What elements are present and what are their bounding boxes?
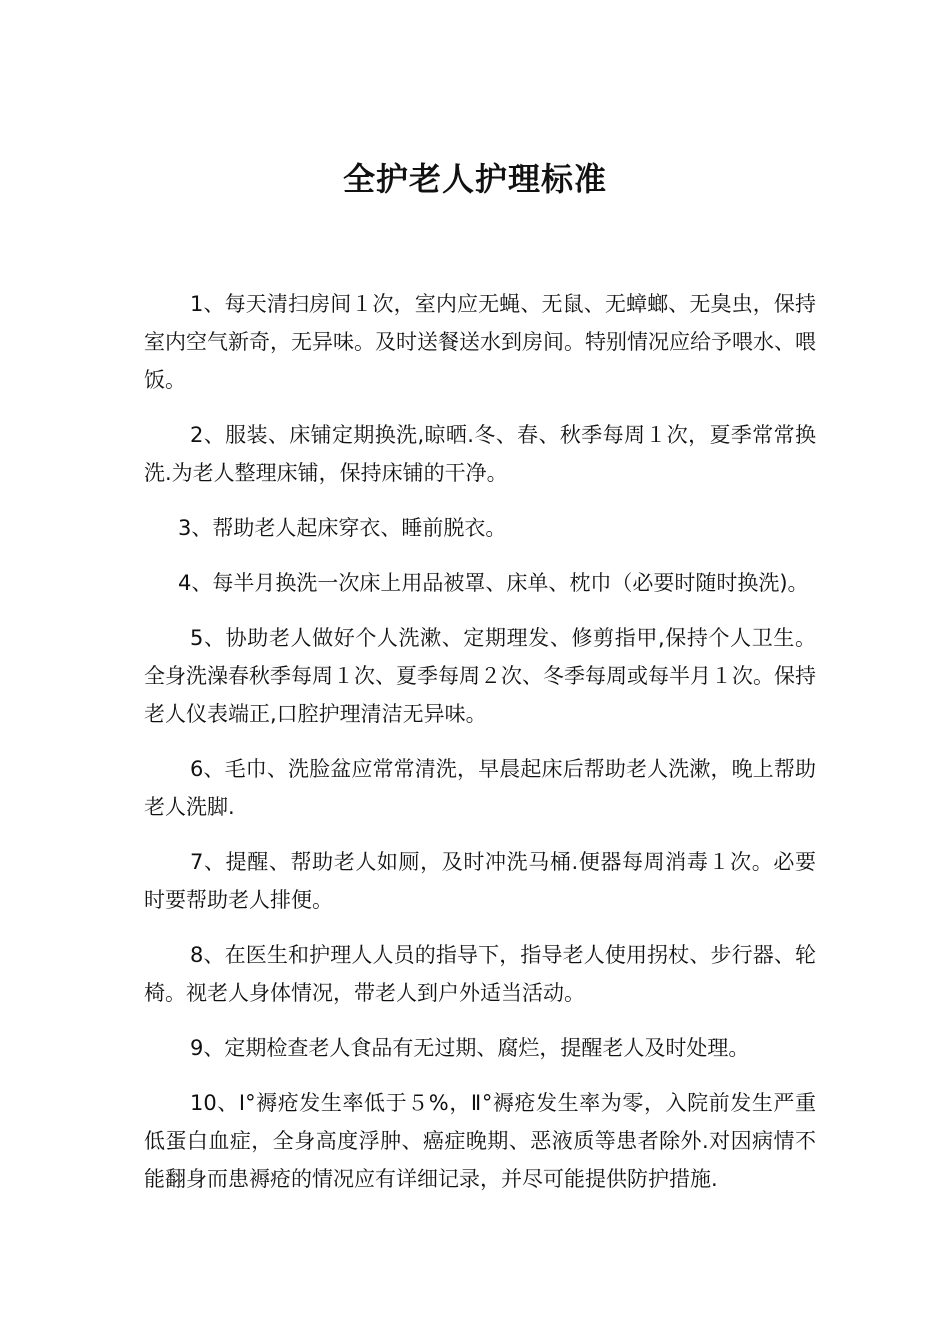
document-title: 全护老人护理标准 (342, 160, 607, 198)
paragraph-5: 5、协助老人做好个人洗漱、定期理发、修剪指甲,保持个人卫生。全身洗澡春秋季每周１次、夏季每周２次、冬季每周或每半月１次。保持老人仪表端正,口腔护理清洁无异味。 (144, 626, 816, 726)
paragraph-2: 2、服装、床铺定期换洗,晾晒.冬、春、秋季每周１次，夏季常常换洗.为老人整理床铺，保持床铺的干净。 (144, 423, 816, 485)
paragraph-6: 6、毛巾、洗脸盆应常常清洗，早晨起床后帮助老人洗漱，晚上帮助老人洗脚. (144, 757, 816, 819)
paragraph-4: 4、每半月换洗一次床上用品被罩、床单、枕巾（必要时随时换洗)。 (178, 571, 809, 595)
paragraph-1: 1、每天清扫房间１次，室内应无蝇、无鼠、无蟑螂、无臭虫，保持室内空气新奇，无异味。及时送餐送水到房间。特别情况应给予喂水、喂饭。 (144, 292, 816, 392)
paragraph-8: 8、在医生和护理人人员的指导下，指导老人使用拐杖、步行器、轮椅。视老人身体情况，带老人到户外适当活动。 (144, 943, 816, 1005)
paragraph-3: 3、帮助老人起床穿衣、睡前脱衣。 (178, 516, 507, 540)
paragraph-9: 9、定期检查老人食品有无过期、腐烂，提醒老人及时处理。 (190, 1036, 750, 1060)
paragraph-7: 7、提醒、帮助老人如厕，及时冲洗马桶.便器每周消毒１次。必要时要帮助老人排便。 (144, 850, 816, 912)
document-body (144, 285, 816, 1215)
paragraph-10: 10、I°褥疮发生率低于５%，Ⅱ°褥疮发生率为零，入院前发生严重低蛋白血症，全身高度浮肿、癌症晚期、恶液质等患者除外.对因病情不能翻身而患褥疮的情况应有详细记录，并尽可能提供防护措施. (144, 1091, 816, 1191)
